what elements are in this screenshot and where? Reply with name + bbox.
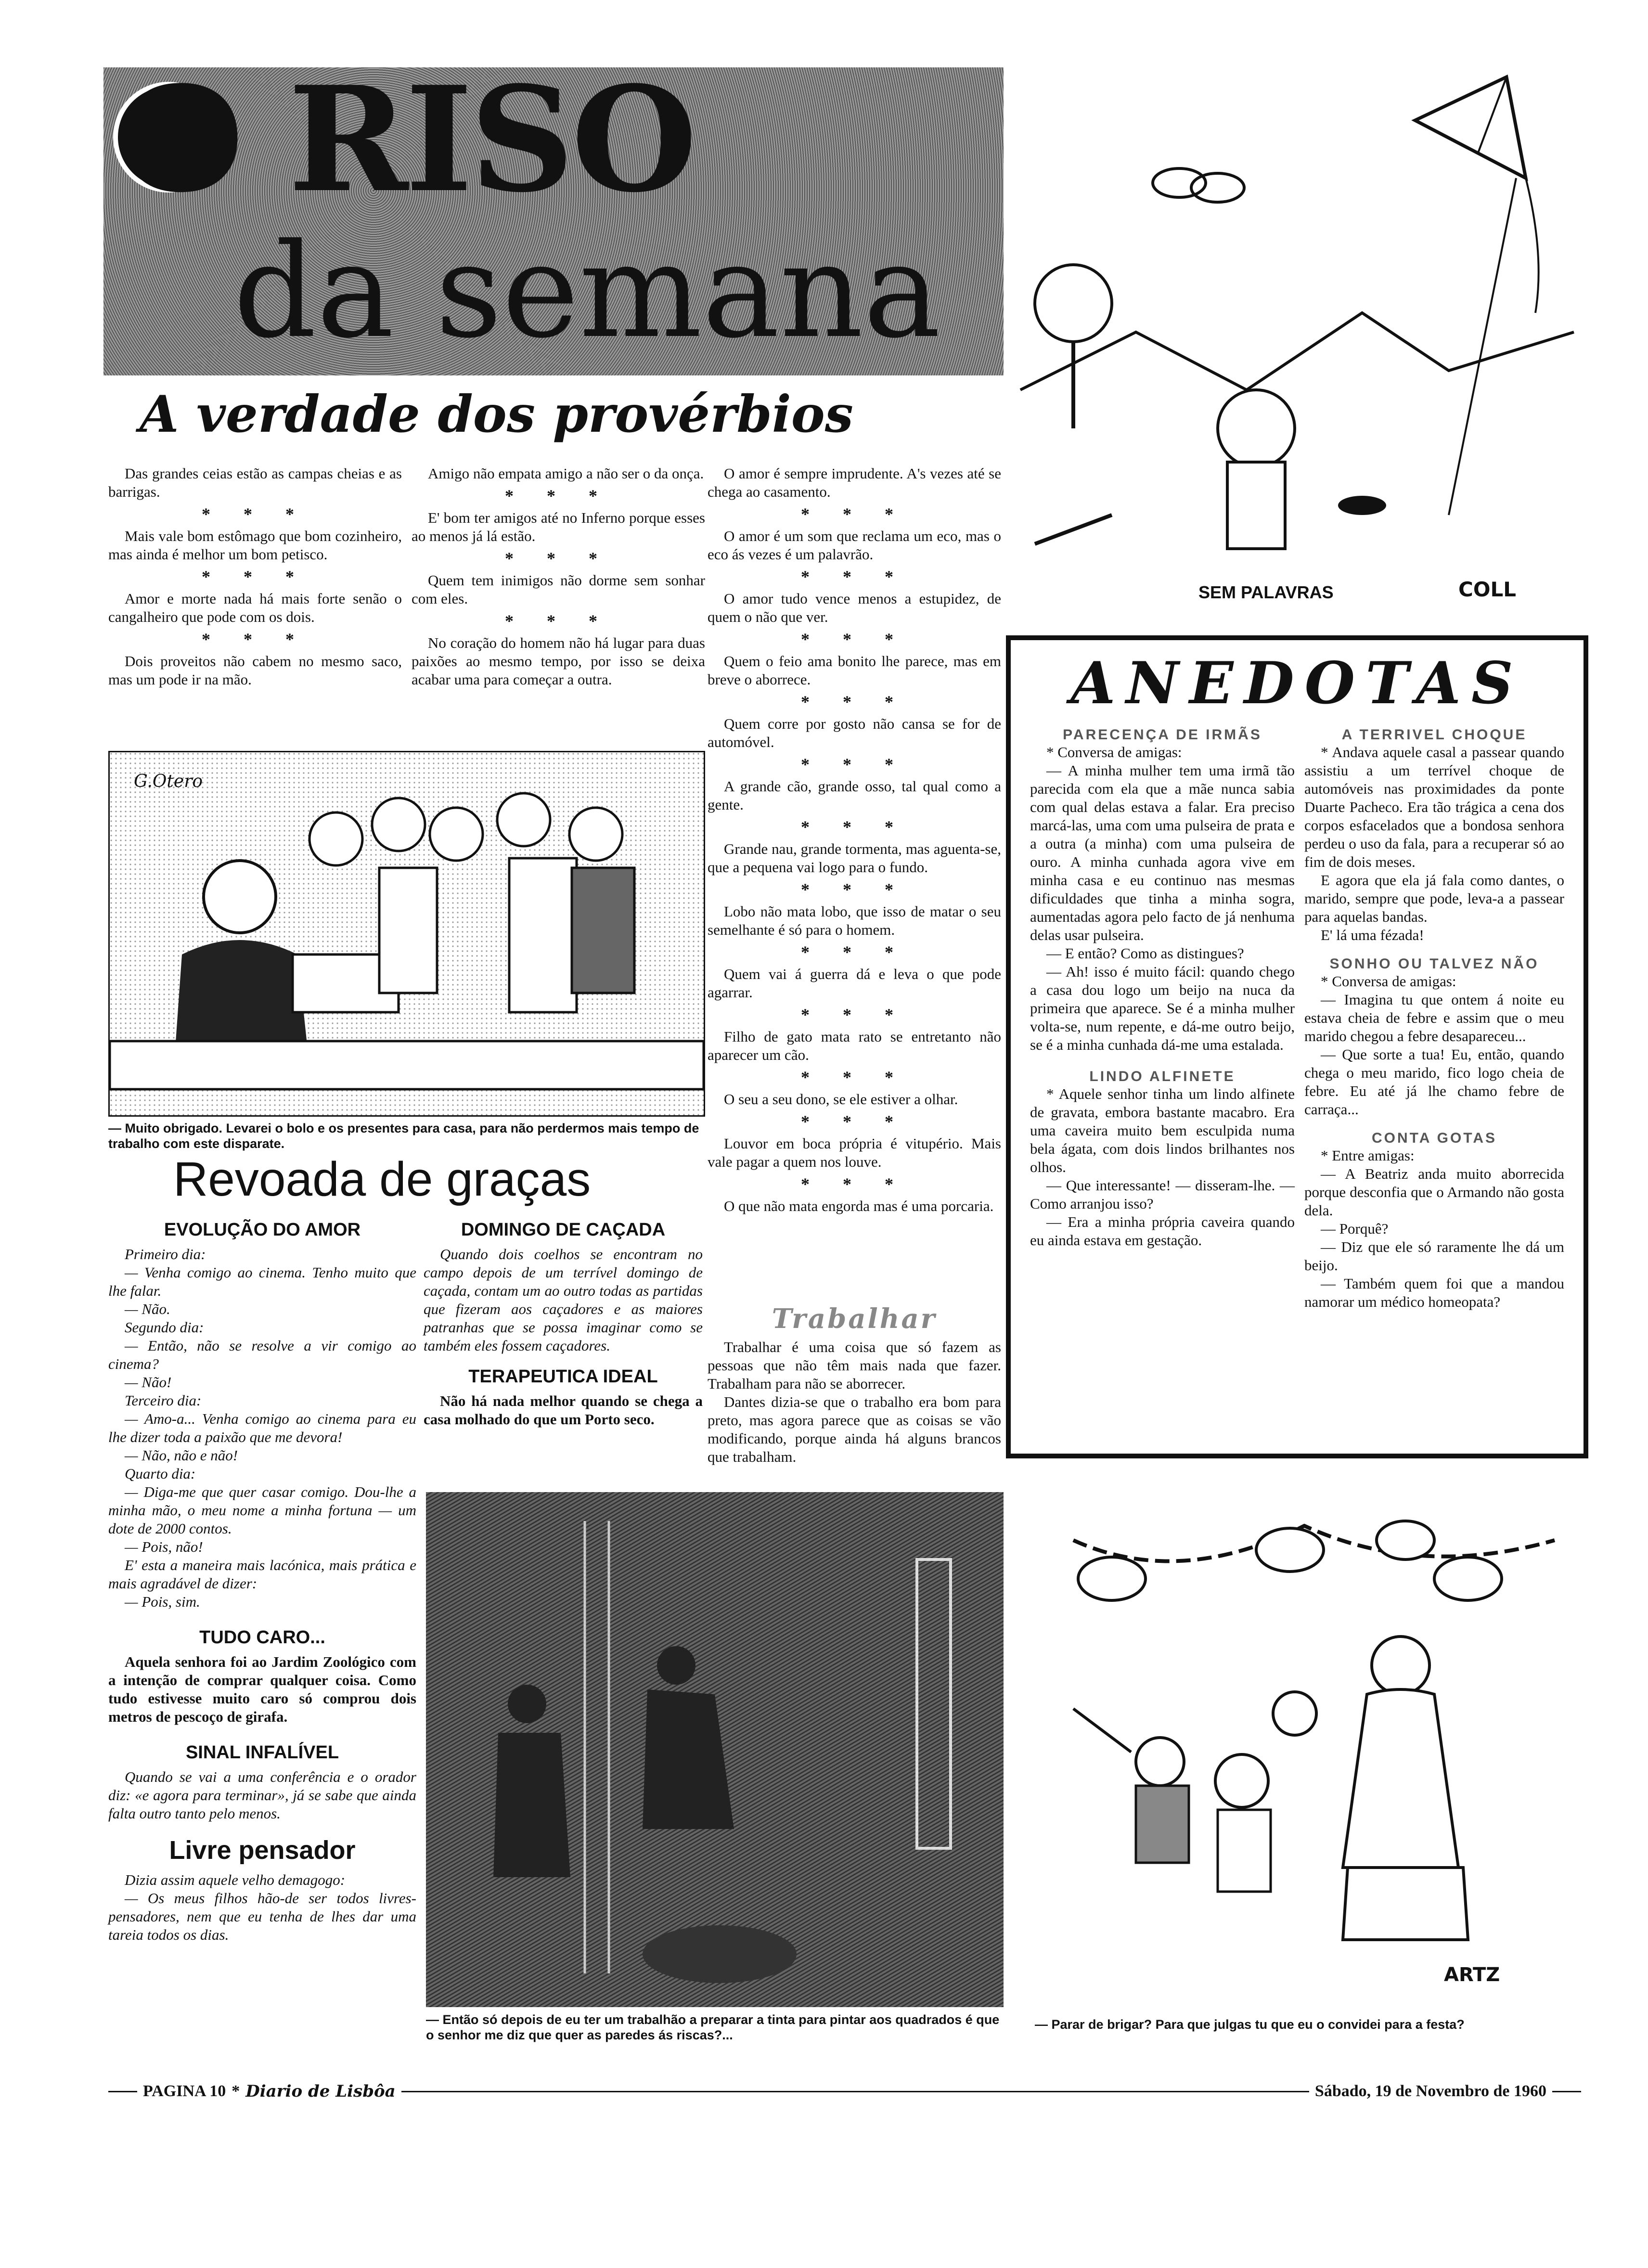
proverb-item: O seu a seu dono, se ele estiver a olhar.: [724, 1091, 958, 1108]
revoada-paragraph: — Pois, sim.: [125, 1593, 200, 1610]
proverbs-col3: [708, 464, 1001, 1215]
revoada-paragraph: Terceiro dia:: [125, 1392, 202, 1409]
masthead-line1: O RISO: [118, 54, 695, 224]
party-caption: — Muito obrigado. Levarei o bolo e os presentes para casa, para não perdermos mais tempo de trabalho com este disparate.: [108, 1121, 699, 1151]
proverb-item: Quem corre por gosto não cansa se for de automóvel.: [708, 715, 1001, 750]
party-cartoon-drawing: [110, 752, 704, 1115]
anedota-paragraph: — E então? Como as distingues?: [1046, 945, 1244, 962]
proverb-item: Quem vai á guerra dá e leva o que pode agarrar.: [708, 966, 1001, 1001]
revoada-paragraph: — Pois, não!: [125, 1538, 203, 1555]
kids-cartoon: [1035, 1482, 1579, 2012]
proverb-item: O amor é um som que reclama um eco, mas o eco ás vezes é um palavrão.: [708, 528, 1001, 563]
proverb-item: Amigo não empata amigo a não ser o da onça.: [428, 465, 704, 482]
stars-separator: * * *: [202, 504, 309, 524]
footer-page: PAGINA 10: [143, 2082, 226, 2100]
anedotas-col-right: [1304, 727, 1564, 1311]
stars-separator: * * *: [801, 755, 908, 774]
anedota-paragraph: E' lá uma fézada!: [1321, 927, 1424, 943]
footer-rule-mid: [401, 2091, 1309, 2092]
painters-photo-drawing: [426, 1492, 1004, 2007]
anedotas-box: [1006, 635, 1588, 1458]
painters-photo: [426, 1492, 1004, 2007]
anedotas-col-left: [1030, 727, 1295, 1250]
anedota-paragraph: — Também quem foi que a mandou namorar um médico homeopata?: [1304, 1275, 1564, 1310]
revoada-paragraph: — Não!: [125, 1374, 172, 1391]
proverbs-col1: [108, 464, 402, 689]
revoada-title: Revoada de graças: [173, 1152, 591, 1206]
proverb-item: Louvor em boca própria é vitupério. Mais vale pagar a quem nos louve.: [708, 1135, 1001, 1170]
anedota-paragraph: — Imagina tu que ontem á noite eu estava cheia de febre e assim que o meu marido chegou a febre desapareceu...: [1304, 991, 1564, 1044]
kids-signature: ARTZ: [1444, 1964, 1500, 1986]
revoada-paragraph: Segundo dia:: [125, 1319, 204, 1336]
stars-separator: * * *: [202, 567, 309, 586]
proverb-item: Lobo não mata lobo, que isso de matar o seu semelhante é só para o homem.: [708, 903, 1001, 938]
stars-separator: * * *: [801, 817, 908, 837]
proverb-item: Quem o feio ama bonito lhe parece, mas em breve o aborrece.: [708, 653, 1001, 688]
party-signature: G.Otero: [134, 772, 203, 791]
proverb-item: E' bom ter amigos até no Inferno porque esses ao menos já lá estão.: [412, 509, 705, 544]
footer-rule-right: [1552, 2091, 1581, 2092]
anedota-paragraph: — Ah! isso é muito fácil: quando chego a casa dou logo um beijo na nuca da primeira que aparece. Se é a minha mulher volta-se, num repente, e dá-me outro beijo, se é a minha cunhada dá-me uma estalada.: [1030, 963, 1295, 1053]
proverb-item: Filho de gato mata rato se entretanto não aparecer um cão.: [708, 1028, 1001, 1063]
proverbs-col2: [412, 464, 705, 689]
tudo-caro-heading: TUDO CARO...: [199, 1627, 325, 1648]
anedota-paragraph: — Era a minha própria caveira quando eu ainda estava em gestação.: [1030, 1213, 1295, 1249]
stars-separator: * * *: [801, 692, 908, 711]
tudo-caro-text: Aquela senhora foi ao Jardim Zoológico com a intenção de comprar qualquer coisa. Como tudo estivesse muito caro só comprou dois metros de pescoço de girafa.: [108, 1653, 416, 1725]
proverb-item: Dois proveitos não cabem no mesmo saco, mas um pode ir na mão.: [108, 653, 402, 688]
proverb-item: Amor e morte nada há mais forte senão o cangalheiro que pode com os dois.: [108, 590, 402, 625]
footer-date: Sábado, 19 de Novembro de 1960: [1314, 2082, 1546, 2100]
sem-palavras-label: SEM PALAVRAS: [1198, 582, 1334, 602]
stars-separator: * * *: [505, 486, 612, 505]
anedota-paragraph: * Conversa de amigas:: [1321, 973, 1456, 990]
proverb-item: O que não mata engorda mas é uma porcaria.: [724, 1198, 994, 1214]
anedota-paragraph: — Porquê?: [1321, 1220, 1389, 1237]
anedota-paragraph: E agora que ela já fala como dantes, o marido, sempre que pode, leva-a a passear para aquelas bandas.: [1304, 872, 1564, 925]
proverb-item: Grande nau, grande tormenta, mas aguenta-se, que a pequena vai logo para o fundo.: [708, 840, 1001, 876]
anedota-paragraph: — A minha mulher tem uma irmã tão parecida com ela que a mãe nunca sabia com qual delas estava a falar. Era preciso marcá-las, uma com uma pulseira de prata e a outra (a minha) com uma pulseira de ouro. A minha cunhada agora vive em minha casa e eu continuo nas mesmas dificuldades que tinha a minha sogra, aumentadas agora pelo facto de já nenhuma delas usar pulseira.: [1030, 762, 1295, 943]
stars-separator: * * *: [505, 611, 612, 631]
anedota-heading: CONTA GOTAS: [1371, 1130, 1497, 1146]
terapeutica-text: Não há nada melhor quando se chega a casa molhado do que um Porto seco.: [424, 1392, 703, 1428]
domingo-text: Quando dois coelhos se encontram no campo depois de um terrível domingo de caçada, contam um ao outro todas as partidas que fizeram aos caçadores e as maiores patranhas que se possa imaginar como se também eles fossem caçadores.: [424, 1246, 703, 1354]
stars-separator: * * *: [801, 504, 908, 524]
anedota-heading: SONHO OU TALVEZ NÃO: [1329, 956, 1539, 972]
revoada-paragraph: Quarto dia:: [125, 1465, 196, 1482]
revoada-paragraph: Primeiro dia:: [125, 1246, 206, 1263]
revoada-paragraph: E' esta a maneira mais lacónica, mais prática e mais agradável de dizer:: [108, 1557, 416, 1592]
proverb-item: O amor é sempre imprudente. A's vezes até se chega ao casamento.: [708, 465, 1001, 500]
trabalhar-heading: Trabalhar: [772, 1303, 937, 1335]
anedota-heading: PARECENÇA DE IRMÃS: [1063, 727, 1262, 743]
kite-cartoon-drawing: [1016, 63, 1584, 616]
anedotas-title: ANEDOTAS: [1070, 649, 1524, 717]
trabalhar-article: [708, 1300, 1001, 1466]
proverb-item: O amor tudo vence menos a estupidez, de quem o não que ver.: [708, 590, 1001, 625]
anedota-paragraph: * Conversa de amigas:: [1046, 744, 1182, 760]
proverb-item: No coração do homem não há lugar para duas paixões ao mesmo tempo, por isso se deixa acabar uma para começar a outra.: [412, 634, 705, 688]
masthead-banner: [103, 54, 1004, 375]
stars-separator: * * *: [801, 1112, 908, 1131]
terapeutica-heading: TERAPEUTICA IDEAL: [468, 1366, 658, 1387]
proverb-item: Das grandes ceias estão as campas cheias e as barrigas.: [108, 465, 402, 500]
masthead-line2: da semana: [233, 215, 941, 367]
cartoon-signature: COLL: [1458, 578, 1517, 601]
stars-separator: * * *: [505, 549, 612, 568]
proverb-item: Mais vale bom estômago que bom cozinheiro, mas ainda é melhor um bom petisco.: [108, 528, 402, 563]
sinal-text: Quando se vai a uma conferência e o orador diz: «e agora para terminar», já se sabe que ainda falta outro tanto pelo menos.: [108, 1768, 416, 1822]
photo-caption: — Então só depois de eu ter um trabalhão a preparar a tinta para pintar aos quadrados é que o senhor me diz que quer as paredes ás riscas?...: [426, 2012, 1000, 2042]
kids-cartoon-drawing: [1035, 1482, 1579, 2012]
revoada-paragraph: — Não, não e não!: [125, 1447, 238, 1464]
party-cartoon: [108, 751, 705, 1117]
trabalhar-paragraph: Dantes dizia-se que o trabalho era bom para preto, mas agora parece que as coisas se vão modificando, porque ainda há alguns brancos que trabalham.: [708, 1393, 1001, 1465]
livre-heading: Livre pensador: [169, 1836, 356, 1865]
stars-separator: * * *: [801, 880, 908, 899]
footer-bar: [108, 2079, 1581, 2103]
footer-rule-left: [108, 2091, 137, 2092]
anedota-paragraph: — A Beatriz anda muito aborrecida porque desconfia que o Armando não gosta dela.: [1304, 1165, 1564, 1219]
proverb-item: Quem tem inimigos não dorme sem sonhar com eles.: [412, 572, 705, 607]
stars-separator: * * *: [801, 1174, 908, 1194]
revoada-col1: [108, 1213, 416, 1944]
anedota-paragraph: * Entre amigas:: [1321, 1147, 1415, 1164]
anedota-paragraph: — Que sorte a tua! Eu, então, quando chega o meu marido, fico logo cheia de febre. Eu até já lhe chamo febre de carraça...: [1304, 1046, 1564, 1118]
livre-paragraph: — Os meus filhos hão-de ser todos livres-pensadores, nem que eu tenha de lhes dar uma tareia todos os dias.: [108, 1890, 416, 1943]
revoada-paragraph: — Diga-me que quer casar comigo. Dou-lhe a minha mão, o meu nome a minha fortuna — um dote de 2000 contos.: [108, 1483, 416, 1537]
anedota-paragraph: * Andava aquele casal a passear quando assistiu a um terrível choque de automóveis nas proximidades da ponte Duarte Pacheco. Era tão trágica a cena dos corpos esfacelados que a bondosa senhora perdeu o uso da fala, para a recuperar só ao fim de dois meses.: [1304, 744, 1564, 870]
anedota-heading: A TERRIVEL CHOQUE: [1341, 727, 1527, 743]
anedota-paragraph: — Que interessante! — disseram-lhe. — Como arranjou isso?: [1030, 1177, 1295, 1212]
kite-cartoon: [1016, 63, 1584, 616]
stars-separator: * * *: [801, 942, 908, 962]
proverbs-title: A verdade dos provérbios: [140, 384, 853, 444]
footer-star: *: [232, 2082, 240, 2100]
footer-paper: Diario de Lisbôa: [245, 2082, 396, 2101]
revoada-col2: [424, 1213, 703, 1429]
revoada-paragraph: — Venha comigo ao cinema. Tenho muito que lhe falar.: [108, 1264, 416, 1299]
anedota-paragraph: * Aquele senhor tinha um lindo alfinete de gravata, embora bastante macabro. Era uma caveira muito bem esculpida numa bela ágata, com dois lindos brilhantes nos olhos.: [1030, 1085, 1295, 1175]
revoada-paragraph: — Não.: [125, 1301, 170, 1317]
anedota-paragraph: — Diz que ele só raramente lhe dá um beijo.: [1304, 1238, 1564, 1274]
evolucao-heading: EVOLUÇÃO DO AMOR: [164, 1220, 361, 1240]
stars-separator: * * *: [801, 630, 908, 649]
anedota-heading: LINDO ALFINETE: [1089, 1069, 1236, 1084]
stars-separator: * * *: [801, 1068, 908, 1087]
revoada-paragraph: — Amo-a... Venha comigo ao cinema para eu lhe dizer toda a paixão que me devora!: [108, 1410, 416, 1445]
livre-paragraph: Dizia assim aquele velho demagogo:: [125, 1871, 346, 1888]
trabalhar-paragraph: Trabalhar é uma coisa que só fazem as pessoas que não têm mais nada que fazer. Trabalham para não se aborrecer.: [708, 1339, 1001, 1392]
sinal-heading: SINAL INFALÍVEL: [185, 1742, 339, 1763]
stars-separator: * * *: [202, 630, 309, 649]
stars-separator: * * *: [801, 567, 908, 586]
stars-separator: * * *: [801, 1005, 908, 1024]
revoada-paragraph: — Então, não se resolve a vir comigo ao cinema?: [108, 1337, 416, 1372]
kids-caption: — Parar de brigar? Para que julgas tu que eu o convidei para a festa?: [1035, 2017, 1465, 2032]
proverb-item: A grande cão, grande osso, tal qual como a gente.: [708, 778, 1001, 813]
domingo-heading: DOMINGO DE CAÇADA: [461, 1220, 666, 1240]
